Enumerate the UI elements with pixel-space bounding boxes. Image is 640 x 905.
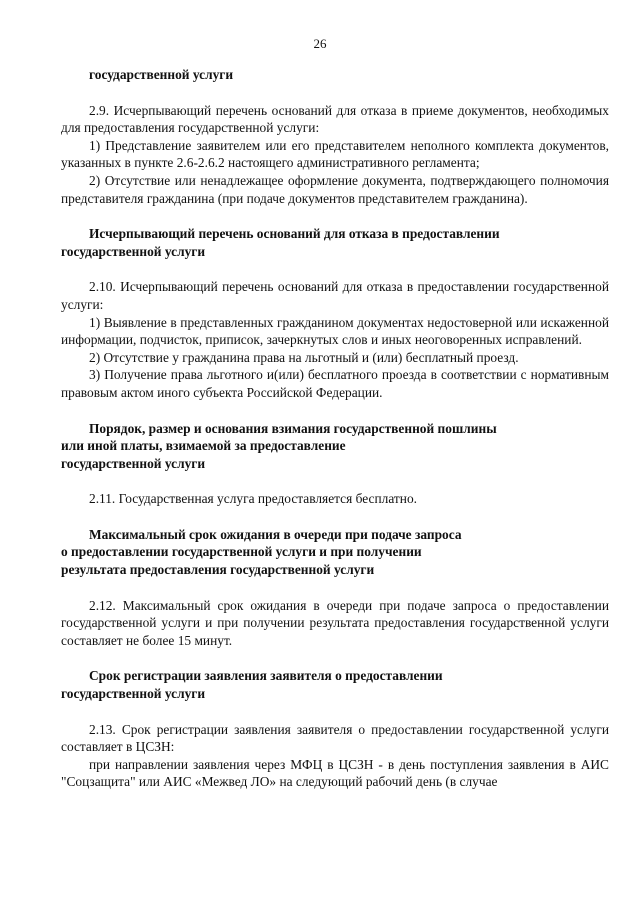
document-body xyxy=(61,66,609,791)
paragraph-2-13-intro: 2.13. Срок регистрации заявления заявителя о предоставлении государственной услуги составляет в ЦСЗН: xyxy=(61,721,609,755)
heading-line: Срок регистрации заявления заявителя о предоставлении xyxy=(89,668,443,684)
paragraph-2-11: 2.11. Государственная услуга предоставляется бесплатно. xyxy=(89,491,417,507)
paragraph-2-10-item-1: 1) Выявление в представленных гражданином документах недостоверной или искаженной информации, подчисток, приписок, зачеркнутых слов и иных неоговоренных исправлений. xyxy=(61,314,609,348)
paragraph-2-9-item-1: 1) Представление заявителем или его представителем неполного комплекта документов, указанных в пункте 2.6-2.6.2 настоящего административного регламента; xyxy=(61,137,609,171)
heading-line: Порядок, размер и основания взимания государственной пошлины xyxy=(89,420,497,436)
paragraph-2-10-intro: 2.10. Исчерпывающий перечень оснований для отказа в предоставлении государственной услуги: xyxy=(61,279,609,312)
paragraph-2-12: 2.12. Максимальный срок ожидания в очереди при подаче запроса о предоставлении государственной услуги и при получении результата предоставления государственной услуги составляет не более 15 минут. xyxy=(61,597,609,648)
heading-line: Исчерпывающий перечень оснований для отказа в предоставлении xyxy=(89,226,500,242)
section-heading-refusal xyxy=(61,225,609,260)
heading-line: о предоставлении государственной услуги и при получении xyxy=(61,544,422,560)
section-heading-fee xyxy=(61,420,609,473)
page-number: 26 xyxy=(313,36,327,51)
paragraph-2-9-intro: 2.9. Исчерпывающий перечень оснований для отказа в приеме документов, необходимых для предоставления государственной услуги: xyxy=(61,102,609,136)
section-heading-registration xyxy=(61,667,609,702)
heading-line: государственной услуги xyxy=(61,455,206,471)
continued-heading: государственной услуги xyxy=(89,67,234,82)
section-heading-wait-time xyxy=(61,526,609,579)
paragraph-2-10-item-2: 2) Отсутствие у гражданина права на льготный и (или) бесплатный проезд. xyxy=(89,349,519,365)
heading-line: результата предоставления государственной услуги xyxy=(61,562,375,578)
paragraph-2-10-item-3: 3) Получение права льготного и(или) бесплатного проезда в соответствии с нормативным правовым актом иного субъекта Российской Федерации. xyxy=(61,367,609,400)
heading-line: или иной платы, взимаемой за предоставление xyxy=(61,438,346,454)
heading-line: государственной услуги xyxy=(61,243,206,259)
heading-line: Максимальный срок ожидания в очереди при подаче запроса xyxy=(89,526,462,542)
paragraph-2-13-mfc: при направлении заявления через МФЦ в ЦСЗН - в день поступления заявления в АИС "Соцзащита" или АИС «Межвед ЛО» на следующий рабочий день (в случае xyxy=(61,756,609,790)
paragraph-2-9-item-2: 2) Отсутствие или ненадлежащее оформление документа, подтверждающего полномочия представителя гражданина (при подаче документов представителем гражданина). xyxy=(61,172,609,206)
heading-line: государственной услуги xyxy=(61,686,206,702)
